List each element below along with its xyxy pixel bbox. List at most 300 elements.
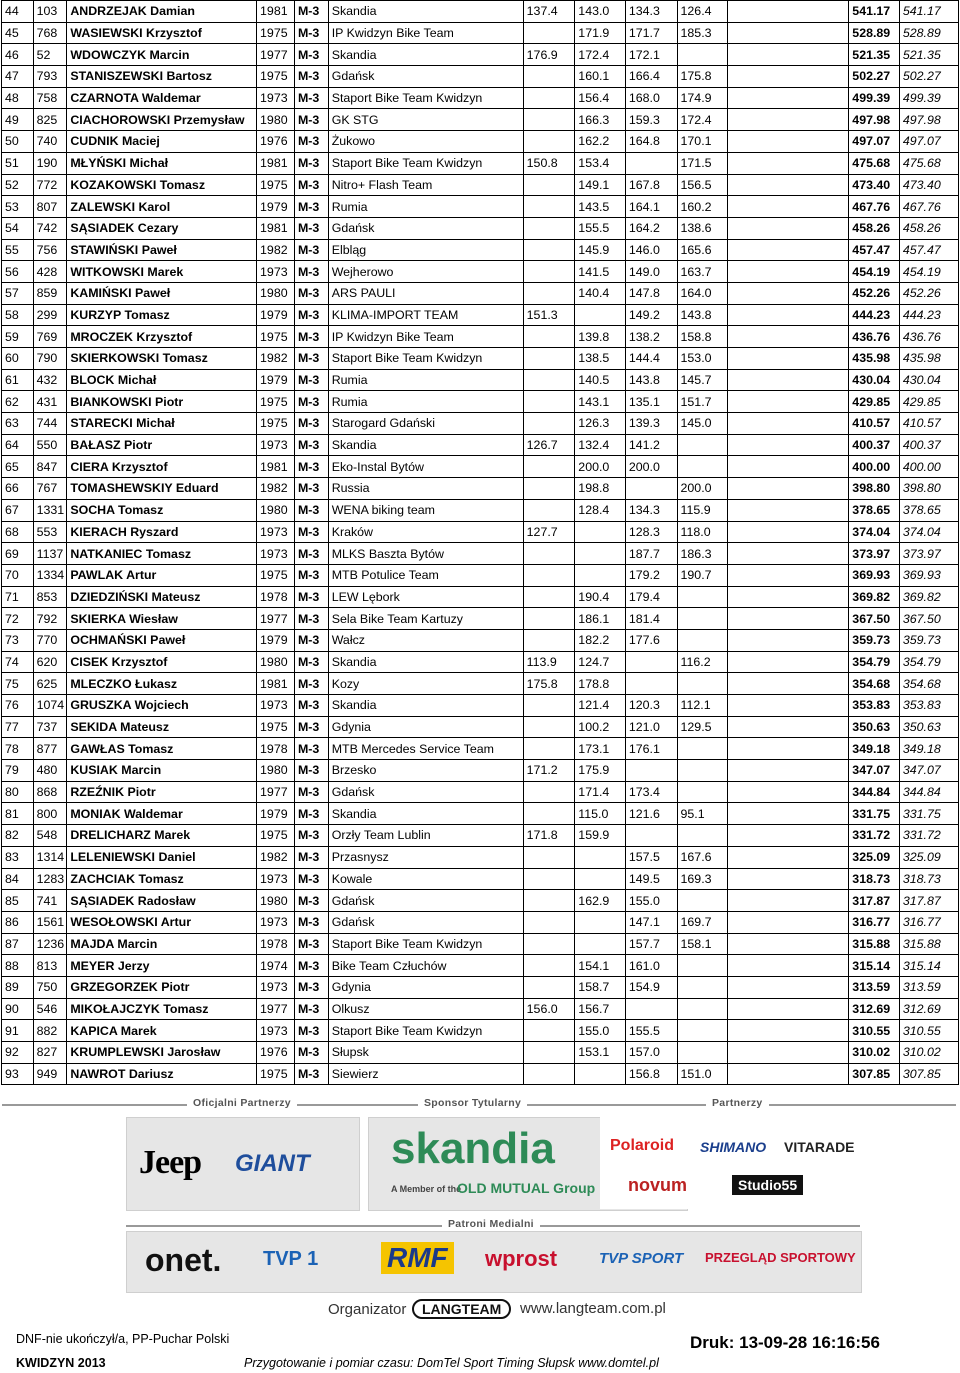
bib-cell: 767	[33, 478, 67, 500]
category-cell: M-3	[294, 673, 328, 695]
category-cell: M-3	[294, 217, 328, 239]
club-cell: Russia	[328, 478, 523, 500]
category-cell: M-3	[294, 911, 328, 933]
name-cell: GRZEGORZEK Piotr	[67, 976, 257, 998]
total-cell: 349.18	[899, 738, 958, 760]
bib-cell: 756	[33, 239, 67, 261]
club-cell: Gdańsk	[328, 911, 523, 933]
race2-cell: 121.4	[575, 695, 626, 717]
place-cell: 79	[2, 760, 34, 782]
race4-cell: 170.1	[677, 131, 728, 153]
race1-cell	[523, 1042, 575, 1064]
bib-cell: 1236	[33, 933, 67, 955]
race4-cell: 169.3	[677, 868, 728, 890]
total-cell: 318.73	[899, 868, 958, 890]
best-total-cell: 521.35	[849, 44, 900, 66]
race1-cell	[523, 261, 575, 283]
best-total-cell: 429.85	[849, 391, 900, 413]
best-total-cell: 475.68	[849, 152, 900, 174]
year-cell: 1982	[257, 348, 295, 370]
total-cell: 452.26	[899, 282, 958, 304]
race3-cell: 179.2	[625, 564, 677, 586]
year-cell: 1981	[257, 456, 295, 478]
club-cell: GK STG	[328, 109, 523, 131]
race2-cell: 132.4	[575, 434, 626, 456]
year-cell: 1981	[257, 1, 295, 23]
wprost-logo: wprost	[485, 1246, 558, 1271]
race3-cell: 164.8	[625, 131, 677, 153]
best-total-cell: 353.83	[849, 695, 900, 717]
year-cell: 1975	[257, 391, 295, 413]
race3-cell: 176.1	[625, 738, 677, 760]
race4-cell	[677, 998, 728, 1020]
race3-cell: 164.1	[625, 196, 677, 218]
media-box	[126, 1231, 862, 1293]
category-cell: M-3	[294, 261, 328, 283]
bib-cell: 1334	[33, 564, 67, 586]
club-cell: Staport Bike Team Kwidzyn	[328, 1020, 523, 1042]
race2-cell: 140.5	[575, 369, 626, 391]
total-cell: 467.76	[899, 196, 958, 218]
total-cell: 354.79	[899, 651, 958, 673]
place-cell: 70	[2, 564, 34, 586]
race5-cell	[728, 348, 849, 370]
race3-cell: 149.0	[625, 261, 677, 283]
race4-cell	[677, 434, 728, 456]
race2-cell: 171.4	[575, 781, 626, 803]
total-cell: 374.04	[899, 521, 958, 543]
table-row	[2, 499, 959, 521]
race4-cell: 165.6	[677, 239, 728, 261]
year-cell: 1975	[257, 825, 295, 847]
race4-cell: 145.7	[677, 369, 728, 391]
best-total-cell: 317.87	[849, 890, 900, 912]
place-cell: 69	[2, 543, 34, 565]
race3-cell: 168.0	[625, 87, 677, 109]
race3-cell: 177.6	[625, 629, 677, 651]
year-cell: 1975	[257, 174, 295, 196]
place-cell: 57	[2, 282, 34, 304]
table-row	[2, 825, 959, 847]
best-total-cell: 367.50	[849, 608, 900, 630]
best-total-cell: 400.37	[849, 434, 900, 456]
race2-cell	[575, 846, 626, 868]
race2-cell: 186.1	[575, 608, 626, 630]
table-row	[2, 586, 959, 608]
name-cell: WITKOWSKI Marek	[67, 261, 257, 283]
name-cell: DZIEDZIŃSKI Mateusz	[67, 586, 257, 608]
race2-cell	[575, 911, 626, 933]
club-cell: Gdańsk	[328, 890, 523, 912]
total-cell: 528.89	[899, 22, 958, 44]
race2-cell	[575, 933, 626, 955]
vitarade-logo: VITARADE	[784, 1139, 855, 1155]
best-total-cell: 307.85	[849, 1063, 900, 1085]
race2-cell: 138.5	[575, 348, 626, 370]
table-row	[2, 413, 959, 435]
club-cell: Rumia	[328, 391, 523, 413]
race3-cell: 144.4	[625, 348, 677, 370]
bib-cell: 792	[33, 608, 67, 630]
race3-cell: 155.0	[625, 890, 677, 912]
name-cell: SĄSIADEK Radosław	[67, 890, 257, 912]
total-cell: 315.88	[899, 933, 958, 955]
race3-cell	[625, 478, 677, 500]
club-cell: Eko-Instal Bytów	[328, 456, 523, 478]
race3-cell: 171.7	[625, 22, 677, 44]
place-cell: 65	[2, 456, 34, 478]
table-row	[2, 66, 959, 88]
race3-cell: 154.9	[625, 976, 677, 998]
race4-cell: 126.4	[677, 1, 728, 23]
race5-cell	[728, 174, 849, 196]
place-cell: 71	[2, 586, 34, 608]
skandia-logo: skandia	[391, 1124, 555, 1173]
table-row	[2, 521, 959, 543]
race2-cell	[575, 1063, 626, 1085]
best-total-cell: 369.82	[849, 586, 900, 608]
place-cell: 44	[2, 1, 34, 23]
official-partners-box	[126, 1117, 360, 1211]
bib-cell: 625	[33, 673, 67, 695]
year-cell: 1979	[257, 629, 295, 651]
race1-cell	[523, 543, 575, 565]
race2-cell: 158.7	[575, 976, 626, 998]
category-cell: M-3	[294, 868, 328, 890]
race4-cell	[677, 608, 728, 630]
race4-cell	[677, 44, 728, 66]
year-cell: 1979	[257, 369, 295, 391]
club-cell: Skandia	[328, 651, 523, 673]
race4-cell: 151.7	[677, 391, 728, 413]
race5-cell	[728, 369, 849, 391]
best-total-cell: 354.68	[849, 673, 900, 695]
race2-cell: 178.8	[575, 673, 626, 695]
race1-cell: 176.9	[523, 44, 575, 66]
race5-cell	[728, 738, 849, 760]
race5-cell	[728, 217, 849, 239]
race3-cell: 157.0	[625, 1042, 677, 1064]
place-cell: 83	[2, 846, 34, 868]
category-cell: M-3	[294, 933, 328, 955]
total-cell: 331.72	[899, 825, 958, 847]
race5-cell	[728, 608, 849, 630]
race5-cell	[728, 66, 849, 88]
club-cell: Gdańsk	[328, 66, 523, 88]
race1-cell	[523, 239, 575, 261]
race1-cell: 171.8	[523, 825, 575, 847]
club-cell: Skandia	[328, 803, 523, 825]
club-cell: Gdynia	[328, 976, 523, 998]
name-cell: MONIAK Waldemar	[67, 803, 257, 825]
table-row	[2, 608, 959, 630]
race3-cell: 179.4	[625, 586, 677, 608]
category-cell: M-3	[294, 955, 328, 977]
bib-cell: 550	[33, 434, 67, 456]
bib-cell: 807	[33, 196, 67, 218]
place-cell: 86	[2, 911, 34, 933]
race5-cell	[728, 196, 849, 218]
total-cell: 400.37	[899, 434, 958, 456]
club-cell: Gdańsk	[328, 217, 523, 239]
total-cell: 497.98	[899, 109, 958, 131]
race5-cell	[728, 44, 849, 66]
race4-cell: 158.1	[677, 933, 728, 955]
place-cell: 45	[2, 22, 34, 44]
total-cell: 353.83	[899, 695, 958, 717]
club-cell: Kozy	[328, 673, 523, 695]
place-cell: 56	[2, 261, 34, 283]
race5-cell	[728, 326, 849, 348]
race1-cell	[523, 217, 575, 239]
race5-cell	[728, 152, 849, 174]
category-cell: M-3	[294, 1, 328, 23]
race3-cell: 173.4	[625, 781, 677, 803]
name-cell: CIERA Krzysztof	[67, 456, 257, 478]
race3-cell: 167.8	[625, 174, 677, 196]
race2-cell: 190.4	[575, 586, 626, 608]
table-row	[2, 152, 959, 174]
race2-cell: 154.1	[575, 955, 626, 977]
name-cell: BLOCK Michał	[67, 369, 257, 391]
best-total-cell: 313.59	[849, 976, 900, 998]
table-row	[2, 44, 959, 66]
bib-cell: 1137	[33, 543, 67, 565]
year-cell: 1973	[257, 543, 295, 565]
best-total-cell: 315.88	[849, 933, 900, 955]
race1-cell	[523, 456, 575, 478]
race3-cell: 157.5	[625, 846, 677, 868]
race2-cell: 139.8	[575, 326, 626, 348]
place-cell: 46	[2, 44, 34, 66]
year-cell: 1975	[257, 716, 295, 738]
race4-cell	[677, 955, 728, 977]
total-cell: 454.19	[899, 261, 958, 283]
name-cell: LELENIEWSKI Daniel	[67, 846, 257, 868]
race2-cell: 200.0	[575, 456, 626, 478]
race5-cell	[728, 456, 849, 478]
name-cell: WASIEWSKI Krzysztof	[67, 22, 257, 44]
results-body	[2, 1, 959, 1085]
race3-cell: 155.5	[625, 1020, 677, 1042]
old-mutual-logo: OLD MUTUAL Group	[457, 1180, 596, 1196]
year-cell: 1980	[257, 890, 295, 912]
name-cell: BIANKOWSKI Piotr	[67, 391, 257, 413]
bib-cell: 1074	[33, 695, 67, 717]
bib-cell: 480	[33, 760, 67, 782]
total-cell: 435.98	[899, 348, 958, 370]
race4-cell: 118.0	[677, 521, 728, 543]
name-cell: MROCZEK Krzysztof	[67, 326, 257, 348]
category-cell: M-3	[294, 22, 328, 44]
table-row	[2, 738, 959, 760]
bib-cell: 770	[33, 629, 67, 651]
year-cell: 1973	[257, 976, 295, 998]
place-cell: 61	[2, 369, 34, 391]
place-cell: 66	[2, 478, 34, 500]
total-cell: 475.68	[899, 152, 958, 174]
club-cell: LEW Lębork	[328, 586, 523, 608]
year-cell: 1982	[257, 239, 295, 261]
year-cell: 1978	[257, 933, 295, 955]
table-row	[2, 868, 959, 890]
jeep-logo: Jeep	[139, 1144, 202, 1181]
club-cell: Gdańsk	[328, 781, 523, 803]
place-cell: 51	[2, 152, 34, 174]
name-cell: ZALEWSKI Karol	[67, 196, 257, 218]
race4-cell: 174.9	[677, 87, 728, 109]
table-row	[2, 174, 959, 196]
race3-cell: 135.1	[625, 391, 677, 413]
media-heading: Patroni Medialni	[442, 1218, 540, 1230]
place-cell: 78	[2, 738, 34, 760]
best-total-cell: 373.97	[849, 543, 900, 565]
title-sponsor-heading: Sponsor Tytularny	[418, 1097, 527, 1109]
year-cell: 1973	[257, 911, 295, 933]
best-total-cell: 454.19	[849, 261, 900, 283]
club-cell: ARS PAULI	[328, 282, 523, 304]
race5-cell	[728, 1063, 849, 1085]
club-cell: Rumia	[328, 196, 523, 218]
name-cell: KUSIAK Marcin	[67, 760, 257, 782]
year-cell: 1975	[257, 326, 295, 348]
race4-cell	[677, 976, 728, 998]
category-cell: M-3	[294, 131, 328, 153]
year-cell: 1981	[257, 217, 295, 239]
club-cell: Sela Bike Team Kartuzy	[328, 608, 523, 630]
bib-cell: 740	[33, 131, 67, 153]
race3-cell	[625, 673, 677, 695]
race5-cell	[728, 478, 849, 500]
total-cell: 369.82	[899, 586, 958, 608]
race2-cell: 145.9	[575, 239, 626, 261]
race1-cell	[523, 131, 575, 153]
table-row	[2, 304, 959, 326]
category-cell: M-3	[294, 564, 328, 586]
race5-cell	[728, 716, 849, 738]
year-cell: 1977	[257, 608, 295, 630]
table-row	[2, 478, 959, 500]
category-cell: M-3	[294, 478, 328, 500]
club-cell: Brzesko	[328, 760, 523, 782]
race1-cell	[523, 716, 575, 738]
race2-cell: 172.4	[575, 44, 626, 66]
sponsors-panel	[2, 1097, 956, 1327]
club-cell: Wałcz	[328, 629, 523, 651]
race4-cell: 138.6	[677, 217, 728, 239]
bib-cell: 431	[33, 391, 67, 413]
race2-cell: 155.0	[575, 1020, 626, 1042]
category-cell: M-3	[294, 348, 328, 370]
race2-cell: 156.4	[575, 87, 626, 109]
race5-cell	[728, 391, 849, 413]
bib-cell: 1331	[33, 499, 67, 521]
best-total-cell: 497.07	[849, 131, 900, 153]
best-total-cell: 310.55	[849, 1020, 900, 1042]
best-total-cell: 331.75	[849, 803, 900, 825]
club-cell: MLKS Baszta Bytów	[328, 543, 523, 565]
club-cell: Słupsk	[328, 1042, 523, 1064]
race3-cell: 143.8	[625, 369, 677, 391]
best-total-cell: 458.26	[849, 217, 900, 239]
race1-cell	[523, 413, 575, 435]
name-cell: CIACHOROWSKI Przemysław	[67, 109, 257, 131]
bib-cell: 546	[33, 998, 67, 1020]
race4-cell	[677, 456, 728, 478]
shimano-logo: SHIMANO	[700, 1139, 767, 1155]
race5-cell	[728, 629, 849, 651]
best-total-cell: 541.17	[849, 1, 900, 23]
race5-cell	[728, 998, 849, 1020]
race4-cell: 186.3	[677, 543, 728, 565]
race3-cell: 146.0	[625, 239, 677, 261]
race2-cell: 153.4	[575, 152, 626, 174]
race4-cell: 112.1	[677, 695, 728, 717]
place-cell: 52	[2, 174, 34, 196]
race1-cell: 175.8	[523, 673, 575, 695]
race5-cell	[728, 239, 849, 261]
print-timestamp: Druk: 13-09-28 16:16:56	[690, 1333, 880, 1352]
race5-cell	[728, 803, 849, 825]
club-cell: Staport Bike Team Kwidzyn	[328, 152, 523, 174]
total-cell: 400.00	[899, 456, 958, 478]
category-cell: M-3	[294, 196, 328, 218]
table-row	[2, 651, 959, 673]
table-row	[2, 282, 959, 304]
year-cell: 1979	[257, 304, 295, 326]
best-total-cell: 316.77	[849, 911, 900, 933]
table-row	[2, 1042, 959, 1064]
name-cell: MLECZKO Łukasz	[67, 673, 257, 695]
race5-cell	[728, 695, 849, 717]
race2-cell: 182.2	[575, 629, 626, 651]
best-total-cell: 430.04	[849, 369, 900, 391]
place-cell: 72	[2, 608, 34, 630]
race5-cell	[728, 846, 849, 868]
category-cell: M-3	[294, 781, 328, 803]
race3-cell: 149.2	[625, 304, 677, 326]
year-cell: 1975	[257, 413, 295, 435]
race2-cell: 159.9	[575, 825, 626, 847]
total-cell: 521.35	[899, 44, 958, 66]
race1-cell	[523, 890, 575, 912]
place-cell: 64	[2, 434, 34, 456]
year-cell: 1982	[257, 846, 295, 868]
category-cell: M-3	[294, 846, 328, 868]
club-cell: Elbląg	[328, 239, 523, 261]
best-total-cell: 325.09	[849, 846, 900, 868]
category-cell: M-3	[294, 976, 328, 998]
race4-cell: 143.8	[677, 304, 728, 326]
best-total-cell: 467.76	[849, 196, 900, 218]
results-table	[1, 0, 959, 1085]
race5-cell	[728, 521, 849, 543]
place-cell: 80	[2, 781, 34, 803]
race5-cell	[728, 22, 849, 44]
year-cell: 1974	[257, 955, 295, 977]
table-row	[2, 456, 959, 478]
race1-cell: 127.7	[523, 521, 575, 543]
name-cell: GRUSZKA Wojciech	[67, 695, 257, 717]
year-cell: 1975	[257, 22, 295, 44]
race3-cell: 121.0	[625, 716, 677, 738]
total-cell: 436.76	[899, 326, 958, 348]
place-cell: 74	[2, 651, 34, 673]
category-cell: M-3	[294, 586, 328, 608]
przeglad-sportowy-logo: PRZEGLĄD SPORTOWY	[705, 1250, 856, 1265]
best-total-cell: 359.73	[849, 629, 900, 651]
total-cell: 541.17	[899, 1, 958, 23]
